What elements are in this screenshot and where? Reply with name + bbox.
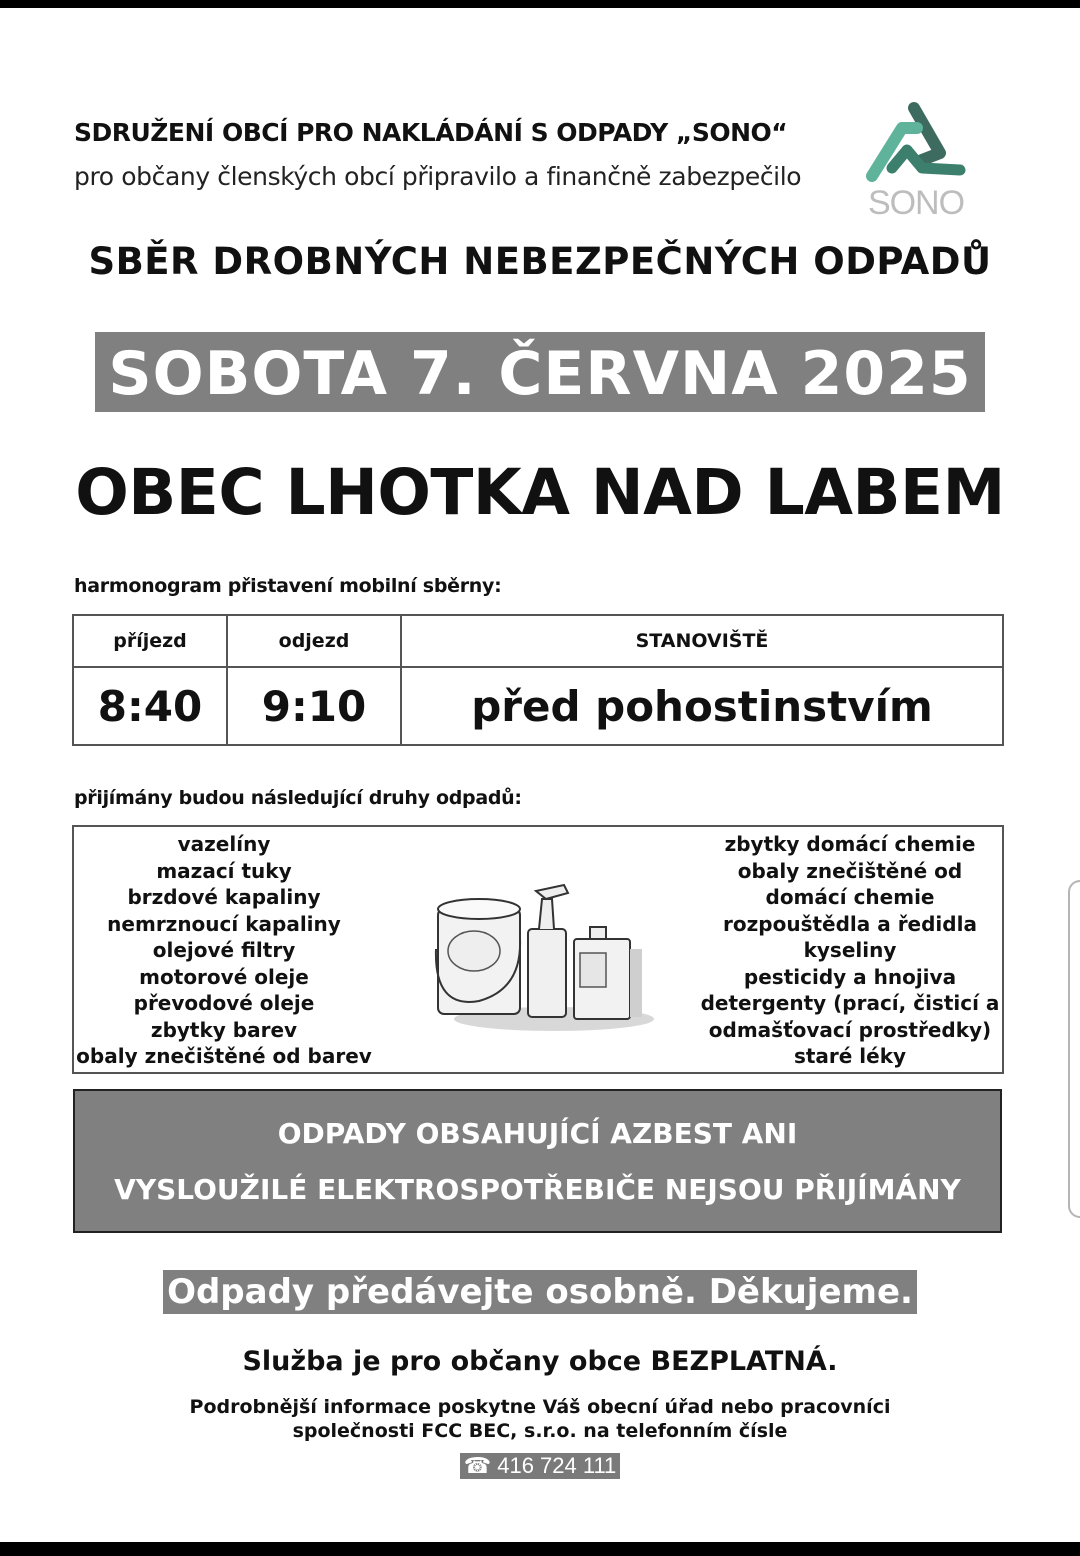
waste-list-right <box>696 831 1004 1070</box>
list-item: odmašťovací prostředky) <box>708 1017 992 1042</box>
village-name: OBEC LHOTKA NAD LABEM <box>75 456 1005 529</box>
list-item: kyseliny <box>803 938 897 962</box>
accepted-waste-label: přijímány budou následující druhy odpadů: <box>74 787 522 809</box>
chemicals-illustration-icon <box>424 869 664 1039</box>
phone-wrapper <box>0 1453 1080 1479</box>
list-item: obaly znečištěné od <box>737 858 963 883</box>
contact-info-line-1: Podrobnější informace poskytne Váš obecní úřad nebo pracovníci <box>189 1396 891 1418</box>
list-item: zbytky barev <box>150 1017 298 1042</box>
telephone-icon: ☎ <box>463 1453 492 1478</box>
list-item: staré léky <box>793 1044 907 1068</box>
contact-info <box>0 1395 1080 1443</box>
organization-name: SDRUŽENÍ OBCÍ PRO NAKLÁDÁNÍ S ODPADY „SONO“ <box>74 118 788 147</box>
not-accepted-warning <box>73 1089 1002 1233</box>
accepted-waste-box <box>72 825 1004 1074</box>
location: před pohostinstvím <box>401 667 1003 745</box>
schedule-table <box>72 614 1004 746</box>
waste-list-left <box>74 831 374 1070</box>
bottom-navigation-bar <box>0 1542 1080 1556</box>
phone-number: 416 724 111 <box>497 1453 617 1478</box>
list-item: převodové oleje <box>133 991 315 1015</box>
organization-subtitle: pro občany členských obcí připravilo a finančně zabezpečilo <box>74 162 802 191</box>
departure-time: 9:10 <box>227 667 401 745</box>
header-location: STANOVIŠTĚ <box>401 615 1003 667</box>
list-item: detergenty (prací, čisticí a <box>700 991 1000 1015</box>
table-row <box>73 667 1003 745</box>
list-item: pesticidy a hnojiva <box>743 964 957 989</box>
handover-notice: Odpady předávejte osobně. Děkujeme. <box>163 1270 917 1314</box>
header-arrival: příjezd <box>73 615 227 667</box>
schedule-label: harmonogram přistavení mobilní sběrny: <box>74 575 502 597</box>
sono-logo <box>862 98 970 222</box>
arrival-time: 8:40 <box>73 667 227 745</box>
page-title: SBĚR DROBNÝCH NEBEZPEČNÝCH ODPADŮ <box>88 240 992 283</box>
free-service-note: Služba je pro občany obce BEZPLATNÁ. <box>242 1346 838 1377</box>
side-scroll-handle[interactable] <box>1068 880 1080 1218</box>
header-departure: odjezd <box>227 615 401 667</box>
top-status-bar <box>0 0 1080 8</box>
list-item: olejové filtry <box>152 938 296 962</box>
schedule-header-row <box>73 615 1003 667</box>
warning-line-1: ODPADY OBSAHUJÍCÍ AZBEST ANI <box>277 1117 798 1150</box>
list-item: zbytky domácí chemie <box>724 832 976 856</box>
list-item: brzdové kapaliny <box>127 885 321 909</box>
list-item: rozpouštědla a ředidla <box>723 911 977 936</box>
list-item: mazací tuky <box>156 858 292 883</box>
list-item: domácí chemie <box>765 885 935 909</box>
sono-logo-icon <box>862 98 970 188</box>
contact-info-line-2: společnosti FCC BEC, s.r.o. na telefonním čísle <box>292 1420 788 1442</box>
list-item: nemrznoucí kapaliny <box>107 911 341 936</box>
list-item: obaly znečištěné od barev <box>76 1044 372 1068</box>
phone-number-badge <box>460 1453 621 1479</box>
list-item: vazelíny <box>177 832 271 856</box>
date-banner: SOBOTA 7. ČERVNA 2025 <box>95 332 985 412</box>
logo-text: SONO <box>867 184 965 222</box>
warning-line-2: VYSLOUŽILÉ ELEKTROSPOTŘEBIČE NEJSOU PŘIJÍMÁNY <box>114 1173 961 1206</box>
list-item: motorové oleje <box>139 964 309 989</box>
handover-notice-wrapper <box>0 1270 1080 1314</box>
